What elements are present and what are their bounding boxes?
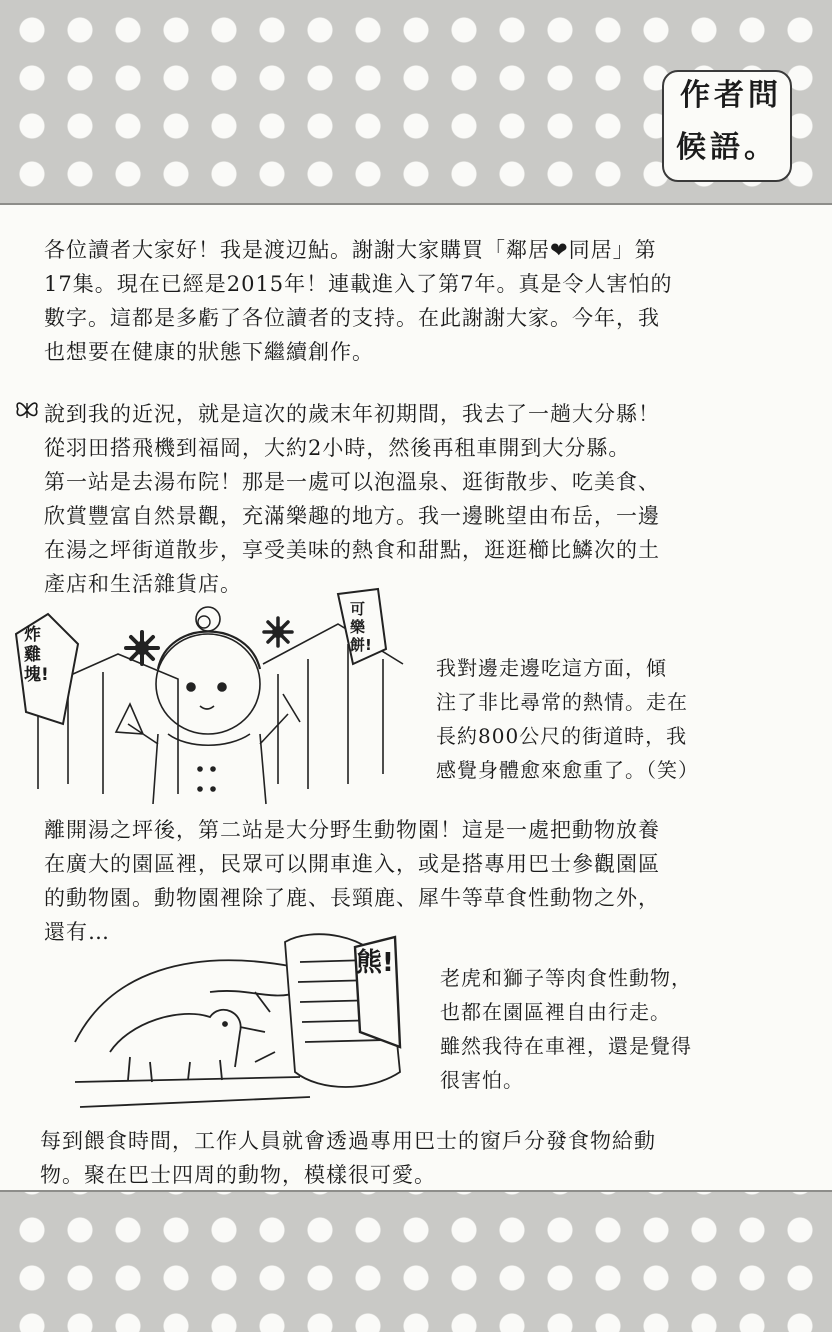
zoo-paragraph [44,813,660,949]
page-title-line-2: 候語。 [676,130,778,165]
trip-paragraph [44,397,660,601]
text-line: 說到我的近況，就是這次的歲末年初期間，我去了一趟大分縣！ [44,402,660,426]
sfx-croquette: 可樂餅! [350,600,372,654]
intro-paragraph [44,233,673,369]
page-title-line-1: 作者問 [680,78,782,113]
text-line: 雖然我待在車裡，還是覺得 [440,1034,692,1058]
illustration2-caption [440,961,692,1097]
text-line: 離開湯之坪後，第二站是大分野生動物園！這是一處把動物放養 [44,818,660,842]
flower-icon [126,632,158,664]
flower-icon [264,618,292,646]
text-line: 老虎和獅子等肉食性動物， [440,966,692,990]
illustration1-caption [436,651,699,787]
text-line: 長約800公尺的街道時，我 [436,724,688,748]
sfx-fried-chicken: 炸雞塊! [24,625,49,685]
text-line: 也都在園區裡自由行走。 [440,1000,671,1024]
text-line: 感覺身體愈來愈重了。（笑） [436,758,699,782]
polka-dot-footer-band [0,1190,832,1332]
text-line: 還有… [44,920,110,944]
text-line: 注了非比尋常的熱情。走在 [436,690,688,714]
text-line: 在廣大的園區裡，民眾可以開車進入，或是搭專用巴士參觀園區 [44,852,660,876]
closing-paragraph [40,1124,656,1192]
text-line: 我對邊走邊吃這方面，傾 [436,656,667,680]
text-line: 各位讀者大家好！我是渡辺鮎。謝謝大家購買「鄰居❤同居」第 [44,238,657,262]
text-line: 17集。現在已經是2015年！連載進入了第7年。真是令人害怕的 [44,272,673,296]
sfx-bear: 熊! [356,948,394,978]
text-line: 數字。這都是多虧了各位讀者的支持。在此謝謝大家。今年，我 [44,306,660,330]
street-food-illustration [8,584,408,809]
text-line: 第一站是去湯布院！那是一處可以泡溫泉、逛街散步、吃美食、 [44,470,660,494]
text-line: 物。聚在巴士四周的動物，模樣很可愛。 [40,1163,436,1187]
text-line: 欣賞豐富自然景觀，充滿樂趣的地方。我一邊眺望由布岳，一邊 [44,504,660,528]
text-line: 也想要在健康的狀態下繼續創作。 [44,340,374,364]
text-line: 的動物園。動物園裡除了鹿、長頸鹿、犀牛等草食性動物之外， [44,886,660,910]
text-line: 很害怕。 [440,1068,524,1092]
text-line: 在湯之坪街道散步，享受美味的熱食和甜點，逛逛櫛比鱗次的土 [44,538,660,562]
text-line: 每到餵食時間，工作人員就會透過專用巴士的窗戶分發食物給動 [40,1129,656,1153]
butterfly-bullet-icon [14,397,40,423]
text-line: 從羽田搭飛機到福岡，大約2小時，然後再租車開到大分縣。 [44,436,631,460]
text-line: 產店和生活雜貨店。 [44,572,242,596]
